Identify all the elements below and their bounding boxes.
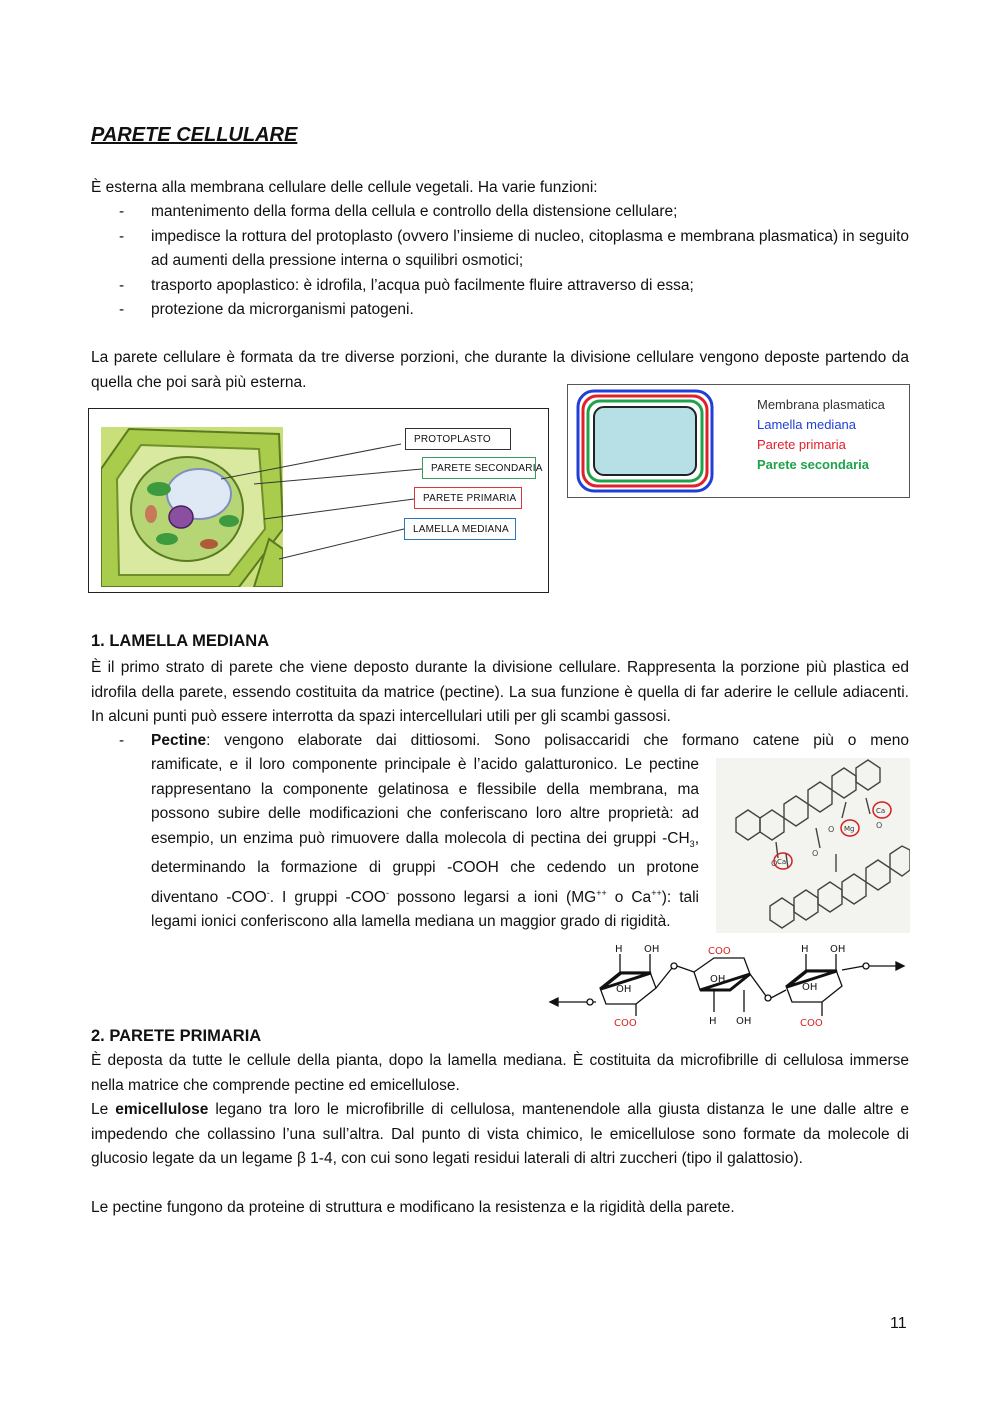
oh-label: OH (802, 982, 818, 993)
h-label: H (615, 944, 623, 955)
mol-o-label: O (828, 825, 835, 834)
lamella-text: È il primo strato di parete che viene deposto durante la divisione cellulare. Rappresenta la porzione più plastica ed idrofila della parete, essendo costituita da matrice (pectine). La sua funzione è quella di far aderire le cellule adiacenti. In alcuni punti può essere interrotta da spazi intercellulari utili per gli scambi gassosi. (91, 659, 909, 725)
cell-wall-figure (88, 408, 549, 593)
h-label: H (801, 944, 809, 955)
list-item: - protezione da microrganismi patogeni. (119, 301, 414, 318)
emicellulose-term: emicellulose (115, 1101, 209, 1118)
h-label: H (709, 1016, 717, 1027)
legend-membrana-plasmatica: Membrana plasmatica (757, 397, 885, 412)
pectine-term: Pectine (151, 732, 207, 749)
list-item: - impedisce la rottura del protoplasto (ovvero l’insieme di nucleo, citoplasma e membrana plasmatica) in seguito ad aumenti della pressione interna o squilibri osmotici; (119, 227, 909, 269)
label-protoplasto: PROTOPLASTO (405, 428, 511, 450)
intro-text: È esterna alla membrana cellulare delle cellule vegetali. Ha varie funzioni: (91, 179, 598, 196)
wall-layers-diagram (574, 387, 719, 495)
parete-primaria-p1: È deposta da tutte le cellule della pianta, dopo la lamella mediana. È costituita da microfibrille di cellulosa immerse nella matrice che comprende pectine ed emicellulose. (91, 1052, 909, 1094)
oh-label: OH (644, 944, 660, 955)
pectine-paragraph: ramificate, e il loro componente principale è l’acido galatturonico. Le pectine rappresentano la componente gelatinosa e flessibile della membrana, ma possono subire delle modificazioni che conferiscano loro altre proprietà: ad esempio, un enzima può rimuovere dalla molecola di pectina dei gruppi $-CH_3$, determinando la formazione di gruppi -COOH che cedendo un protone diventano -COO-. I gruppi -COO- possono legarsi a ioni (MG++ o Ca++): tali legami ionici conferiscono alla lamella mediana un maggior grado di rigidità. (151, 756, 700, 931)
galacturonic-chain-diagram (546, 940, 910, 1032)
parete-primaria-p3: Le pectine fungono da proteine di struttura e modificano la resistenza e la rigidità della parete. (91, 1199, 735, 1216)
label-lamella-mediana: LAMELLA MEDIANA (404, 518, 516, 540)
section-heading-parete-primaria: 2. PARETE PRIMARIA (91, 1027, 262, 1045)
parete-primaria-p2: Le emicellulose legano tra loro le microfibrille di cellulosa, mantenendole alla giusta distanza le une dalle altre e impedendo che collassino l’una sull’altra. Dal punto di vista chimico, le emicellulose sono formate da molecole di glucosio legate da un legame β 1-4, con cui sono legati residui laterali di altri zuccheri (tipo il galattosio). (91, 1101, 909, 1167)
oh-label: OH (616, 984, 632, 995)
oh-label: OH (736, 1016, 752, 1027)
section-heading-lamella: 1. LAMELLA MEDIANA (91, 632, 270, 650)
coo-label: COO (800, 1018, 823, 1029)
coo-label: COO (614, 1018, 637, 1029)
legend-parete-primaria: Parete primaria (757, 437, 846, 452)
pectine-dash: - (119, 732, 125, 749)
list-item: - mantenimento della forma della cellula e controllo della distensione cellulare; (119, 203, 678, 220)
pectine-first-line: Pectine: vengono elaborate dai dittiosomi. Sono polisaccaridi che formano catene più o meno (151, 732, 909, 749)
pectin-network-image (716, 758, 910, 933)
mol-o-label: O (771, 859, 778, 868)
ca-label: Ca (876, 807, 886, 815)
page-number: 11 (890, 1315, 907, 1332)
coo-label: COO (708, 946, 731, 957)
ca-label: Ca (777, 858, 787, 866)
oh-label: OH (710, 974, 726, 985)
label-parete-primaria: PARETE PRIMARIA (414, 487, 522, 509)
portions-text: La parete cellulare è formata da tre diverse porzioni, che durante la divisione cellulare vengono deposte partendo da quella che poi sarà più esterna. (91, 349, 909, 391)
mol-o-label: O (876, 821, 883, 830)
list-item: - trasporto apoplastico: è idrofila, l’acqua può facilmente fluire attraverso di essa; (119, 276, 694, 294)
mg-label: Mg (844, 825, 855, 833)
oh-label: OH (830, 944, 846, 955)
mol-o-label: O (812, 849, 819, 858)
legend-parete-secondaria: Parete secondaria (757, 457, 870, 472)
legend-lamella-mediana: Lamella mediana (757, 417, 857, 432)
label-parete-secondaria: PARETE SECONDARIA (422, 457, 536, 479)
functions-list (91, 200, 909, 323)
page-title: PARETE CELLULARE (91, 124, 298, 146)
